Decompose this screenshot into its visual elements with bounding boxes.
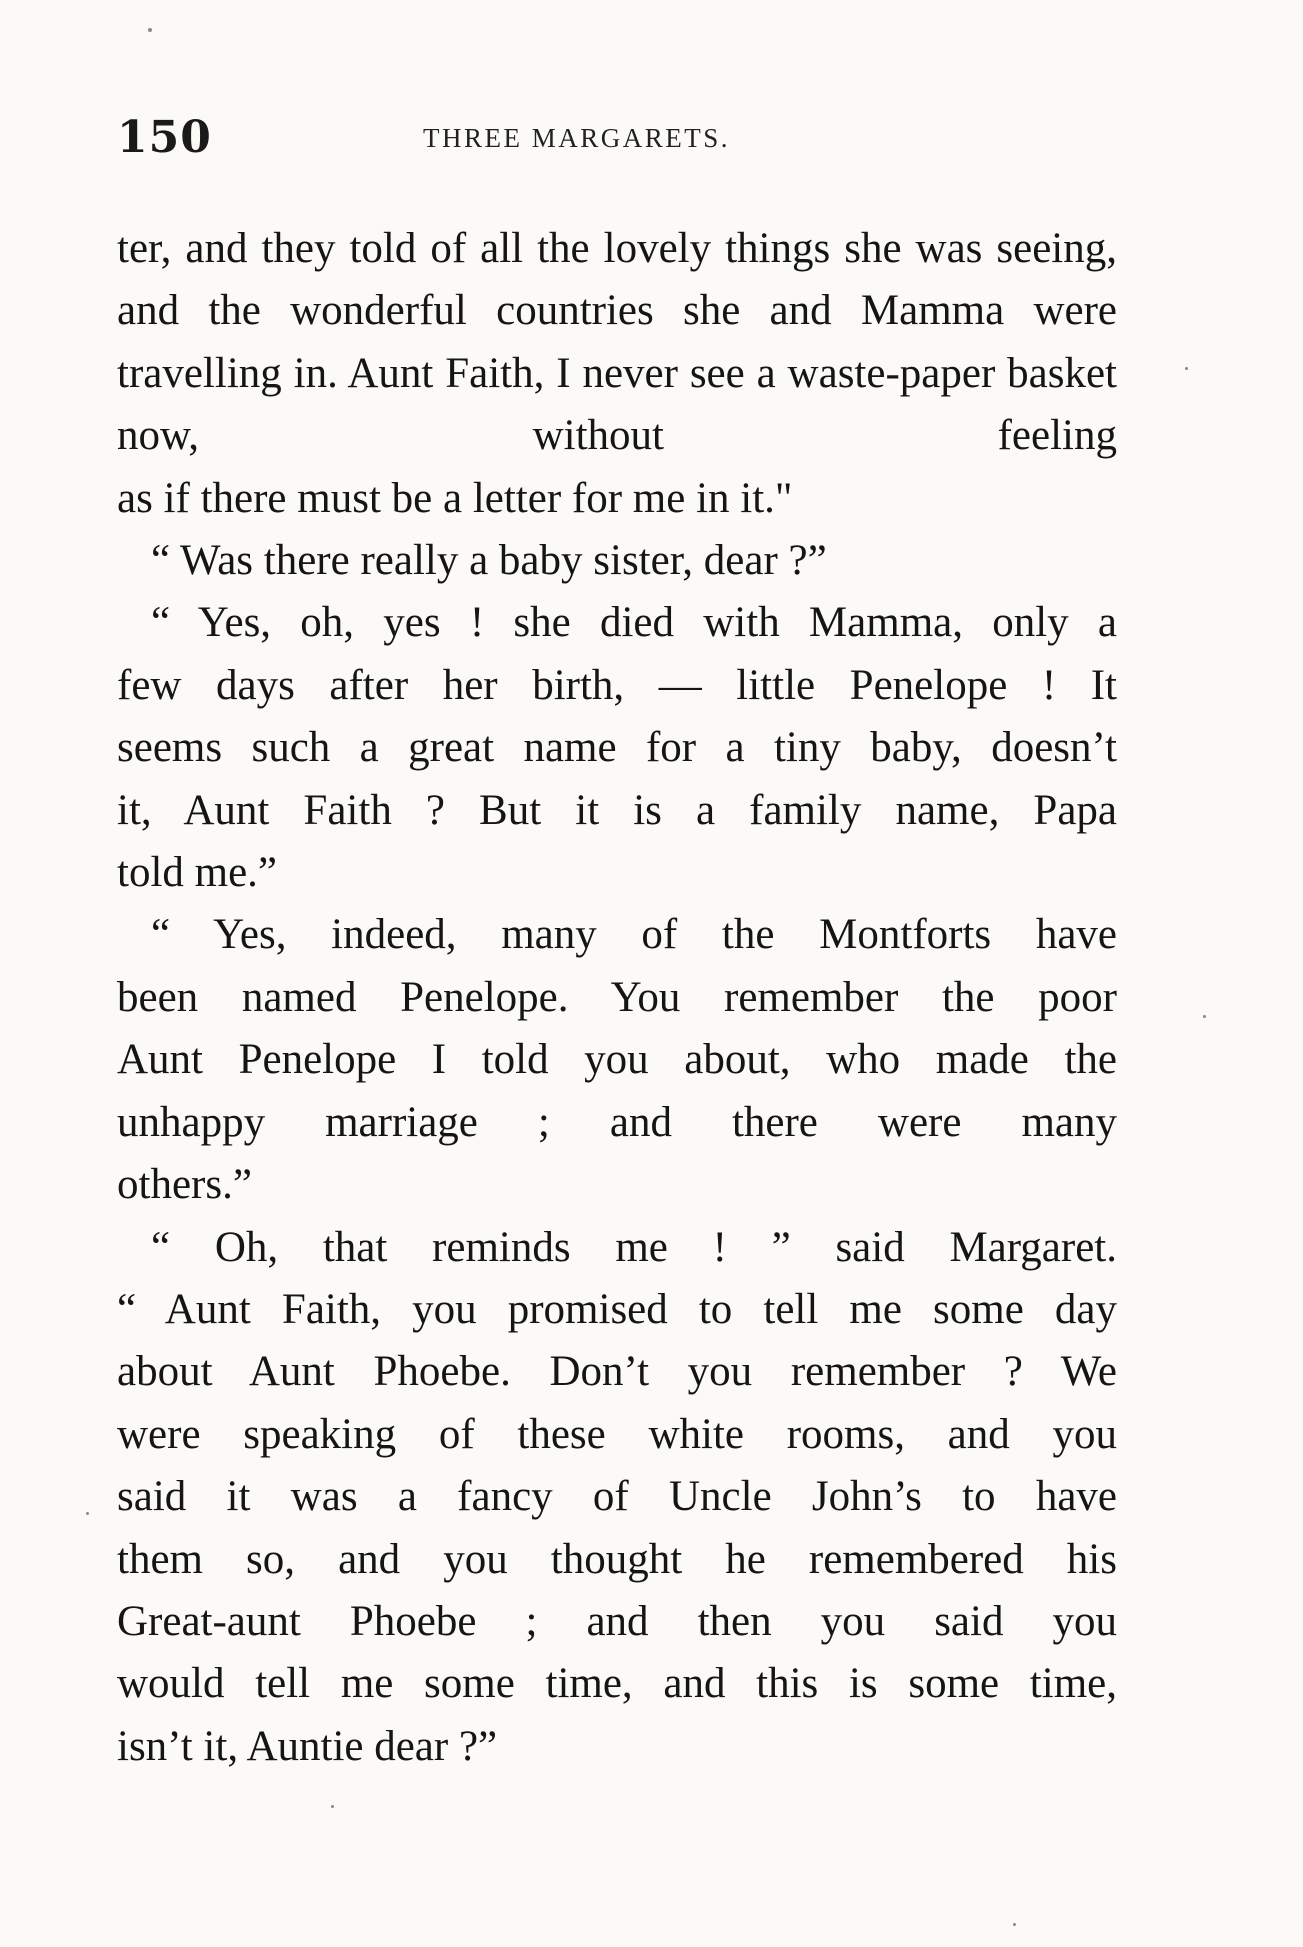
paragraph-line bbox=[117, 655, 1117, 717]
text-line: them so, and you thought he remembered his bbox=[117, 1535, 1117, 1583]
text-line: see a waste-paper basket now, without feeling bbox=[117, 349, 1117, 460]
paragraph-end-line bbox=[117, 1154, 1117, 1216]
paragraph-line bbox=[117, 1341, 1117, 1403]
paragraph-line bbox=[117, 780, 1117, 842]
text-line: “ Yes, oh, yes ! she died with Mamma, only a bbox=[151, 599, 1117, 647]
page-header bbox=[117, 108, 1117, 168]
body-text bbox=[117, 218, 1117, 1778]
paper-speck bbox=[1203, 1015, 1206, 1018]
paragraph-line bbox=[117, 1404, 1117, 1466]
text-line: was seeing, and the wonderful countries she and bbox=[117, 225, 1118, 335]
paper-speck bbox=[86, 1512, 89, 1515]
text-line: “ Oh, that reminds me ! ” said Margaret. bbox=[151, 1223, 1117, 1271]
text-line: were speaking of these white rooms, and you bbox=[117, 1410, 1117, 1458]
text-line: it, Aunt Faith ? But it is a family name, Papa bbox=[117, 786, 1117, 834]
paragraph-line bbox=[117, 967, 1117, 1029]
running-title: THREE MARGARETS. bbox=[423, 123, 731, 153]
paragraph bbox=[117, 904, 1117, 966]
paragraph-line bbox=[117, 1591, 1117, 1653]
paragraph-end-line bbox=[117, 1716, 1117, 1778]
paragraph-line bbox=[117, 1092, 1117, 1154]
paper-speck bbox=[148, 28, 152, 32]
paragraph-line bbox=[117, 1466, 1117, 1528]
text-line: Aunt Penelope I told you about, who made the bbox=[117, 1036, 1117, 1084]
paragraph-end-line bbox=[117, 842, 1117, 904]
text-line: others.” bbox=[117, 1161, 252, 1209]
paper-speck bbox=[1185, 367, 1188, 370]
paragraph bbox=[117, 1217, 1117, 1279]
paragraph-line bbox=[117, 1029, 1117, 1091]
text-line: “ Aunt Faith, you promised to tell me some day bbox=[117, 1285, 1117, 1333]
text-line: “ Yes, indeed, many of the Montforts have bbox=[151, 911, 1117, 959]
text-line: been named Penelope. You remember the poor bbox=[117, 973, 1117, 1021]
paragraph-line bbox=[117, 717, 1117, 779]
paragraph-end-line bbox=[117, 468, 1117, 530]
text-line: would tell me some time, and this is some time, bbox=[117, 1660, 1117, 1708]
text-line: “ Was there really a baby sister, dear ?” bbox=[151, 537, 827, 585]
paragraph bbox=[117, 218, 1117, 468]
text-line: told me.” bbox=[117, 849, 278, 897]
paragraph-line bbox=[117, 1529, 1117, 1591]
paper-speck bbox=[331, 1805, 334, 1808]
paragraph bbox=[117, 530, 1117, 592]
paper-speck bbox=[1013, 1923, 1016, 1926]
text-line: ter, and they told of all the lovely things she bbox=[117, 225, 902, 272]
text-line: seems such a great name for a tiny baby, doesn’t bbox=[117, 724, 1117, 772]
text-line: about Aunt Phoebe. Don’t you remember ? We bbox=[117, 1348, 1117, 1396]
text-line: few days after her birth, — little Penelope ! It bbox=[117, 661, 1117, 709]
text-line: Great-aunt Phoebe ; and then you said you bbox=[117, 1597, 1117, 1645]
text-line: unhappy marriage ; and there were many bbox=[117, 1098, 1117, 1146]
text-line: Mamma were travelling in. Aunt Faith, I never bbox=[117, 287, 1118, 397]
text-line: isn’t it, Auntie dear ?” bbox=[117, 1722, 498, 1770]
paragraph bbox=[117, 592, 1117, 654]
paragraph-line bbox=[117, 1279, 1117, 1341]
text-line: as if there must be a letter for me in it." bbox=[117, 474, 793, 522]
paragraph-line bbox=[117, 1653, 1117, 1715]
text-line: said it was a fancy of Uncle John’s to have bbox=[117, 1473, 1117, 1521]
page-number: 150 bbox=[117, 112, 212, 163]
